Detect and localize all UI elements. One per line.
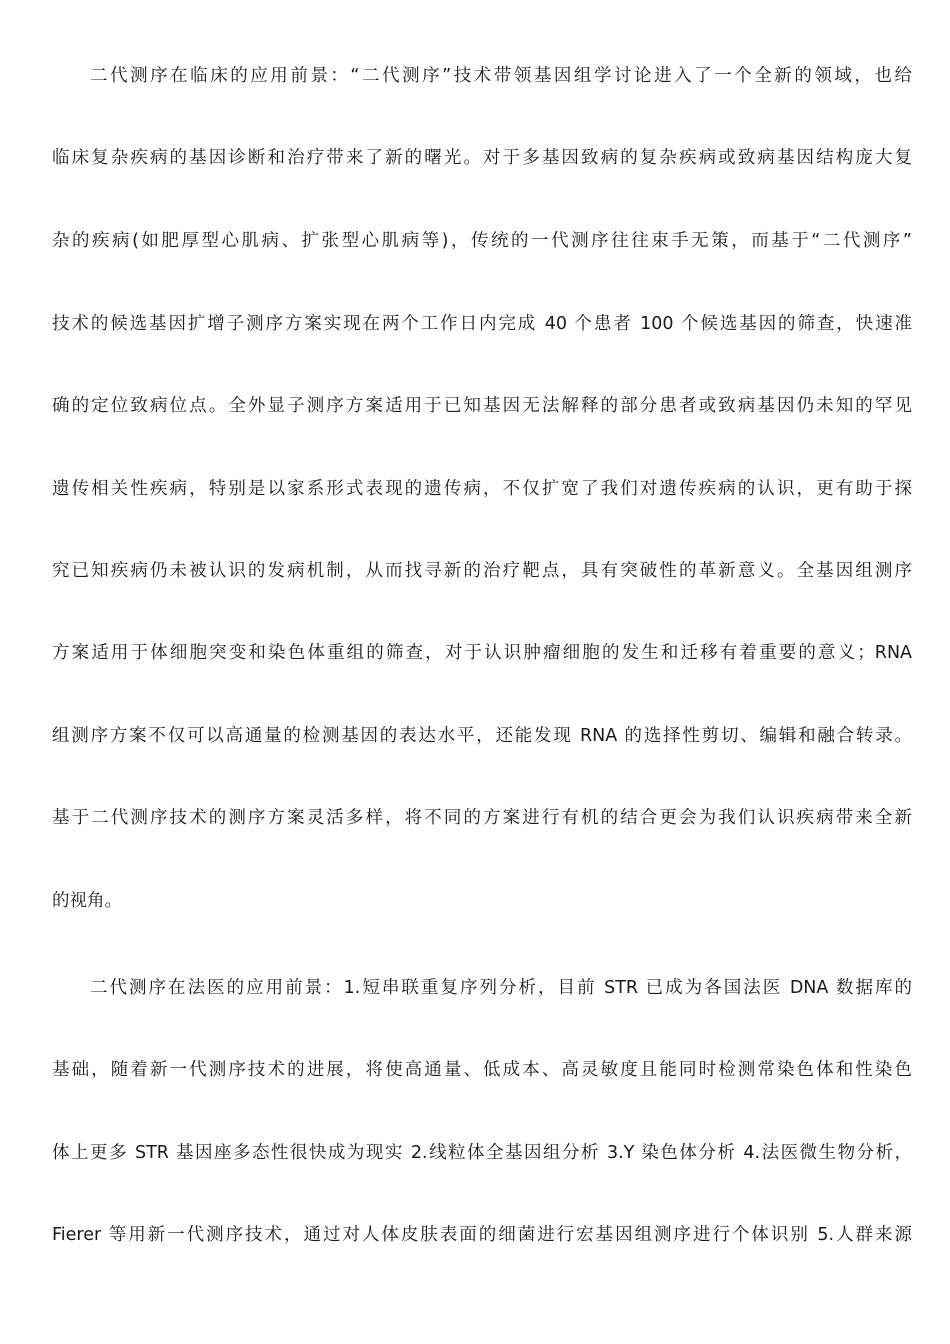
text-line: 杂的疾病(如肥厚型心肌病、扩张型心肌病等)，传统的一代测序往往束手无策，而基于“二代测序” [52,231,912,251]
text-line: Fierer 等用新一代测序技术，通过对人体皮肤表面的细菌进行宏基因组测序进行个体识别 5.人群来源 [52,1225,912,1245]
text-line: 二代测序在法医的应用前景：1.短串联重复序列分析，目前 STR 已成为各国法医 DNA 数据库的 [90,978,912,998]
text-line: 遗传相关性疾病，特别是以家系形式表现的遗传病，不仅扩宽了我们对遗传疾病的认识，更有助于探 [52,479,912,499]
text-line: 基于二代测序技术的测序方案灵活多样，将不同的方案进行有机的结合更会为我们认识疾病带来全新 [52,808,912,828]
text-line: 二代测序在临床的应用前景：“二代测序”技术带领基因组学讨论进入了一个全新的领域，也给 [90,66,912,86]
text-line: 方案适用于体细胞突变和染色体重组的筛查，对于认识肿瘤细胞的发生和迁移有着重要的意义；RNA [52,643,912,663]
text-line: 临床复杂疾病的基因诊断和治疗带来了新的曙光。对于多基因致病的复杂疾病或致病基因结构庞大复 [52,148,912,168]
text-line: 组测序方案不仅可以高通量的检测基因的表达水平，还能发现 RNA 的选择性剪切、编辑和融合转录。 [52,726,912,746]
text-line: 体上更多 STR 基因座多态性很快成为现实 2.线粒体全基因组分析 3.Y 染色体分析 4.法医微生物分析， [52,1143,912,1163]
text-line: 究已知疾病仍未被认识的发病机制，从而找寻新的治疗靶点，具有突破性的革新意义。全基因组测序 [52,561,912,581]
text-line: 技术的候选基因扩增子测序方案实现在两个工作日内完成 40 个患者 100 个候选基因的筛查，快速准 [52,314,912,334]
text-line: 基础，随着新一代测序技术的进展，将使高通量、低成本、高灵敏度且能同时检测常染色体和性染色 [52,1060,912,1080]
text-line: 的视角。 [52,891,122,911]
text-line: 确的定位致病位点。全外显子测序方案适用于已知基因无法解释的部分患者或致病基因仍未知的罕见 [52,396,912,416]
